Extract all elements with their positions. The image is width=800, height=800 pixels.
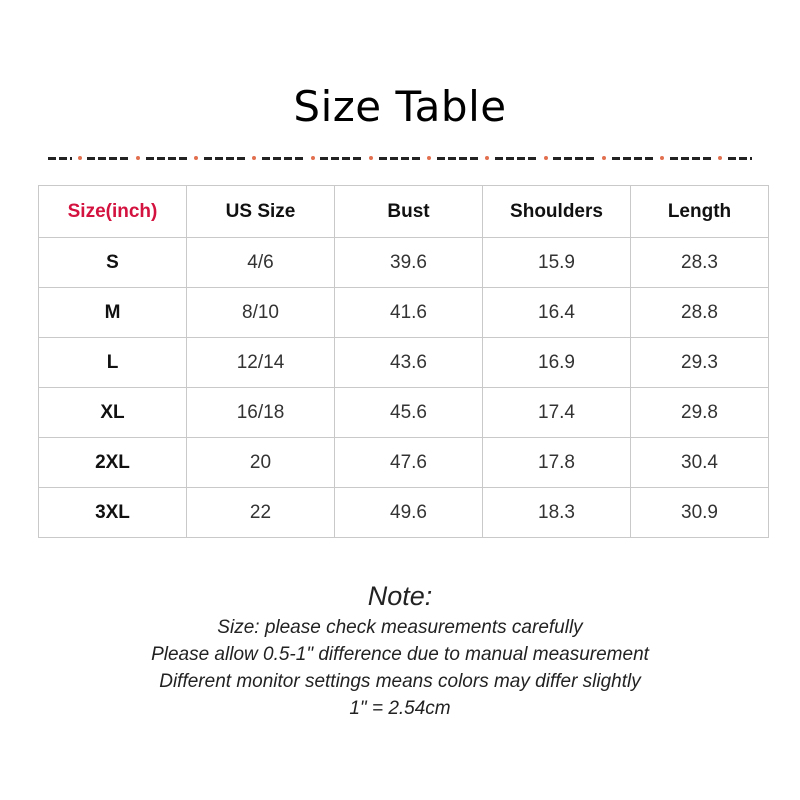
note-heading: Note: (367, 581, 433, 611)
table-row (39, 488, 769, 538)
shoulders-cell: 17.4 (483, 388, 631, 438)
table-row (39, 238, 769, 288)
bust-cell: 49.6 (335, 488, 483, 538)
note-line: Size: please check measurements carefully (217, 617, 583, 638)
shoulders-cell: 16.9 (483, 338, 631, 388)
us-size-cell: 4/6 (187, 238, 335, 288)
table-row (39, 438, 769, 488)
column-header-size: Size(inch) (39, 186, 187, 238)
table-row (39, 288, 769, 338)
us-size-cell: 16/18 (187, 388, 335, 438)
column-header-shoulders: Shoulders (483, 186, 631, 238)
bust-cell: 43.6 (335, 338, 483, 388)
shoulders-cell: 17.8 (483, 438, 631, 488)
size-cell: M (39, 288, 187, 338)
dashed-divider (48, 150, 752, 166)
table-header-row (39, 186, 769, 238)
size-cell: L (39, 338, 187, 388)
shoulders-cell: 15.9 (483, 238, 631, 288)
shoulders-cell: 18.3 (483, 488, 631, 538)
bust-cell: 47.6 (335, 438, 483, 488)
size-cell: S (39, 238, 187, 288)
note-line: Please allow 0.5-1" difference due to manual measurement (151, 644, 649, 665)
length-cell: 28.8 (631, 288, 769, 338)
page-title: Size Table (293, 82, 507, 131)
size-table (38, 185, 769, 538)
length-cell: 30.9 (631, 488, 769, 538)
table-row (39, 338, 769, 388)
length-cell: 28.3 (631, 238, 769, 288)
length-cell: 29.8 (631, 388, 769, 438)
note-section (0, 578, 800, 722)
size-cell: 3XL (39, 488, 187, 538)
bust-cell: 45.6 (335, 388, 483, 438)
column-header-us-size: US Size (187, 186, 335, 238)
shoulders-cell: 16.4 (483, 288, 631, 338)
us-size-cell: 12/14 (187, 338, 335, 388)
bust-cell: 39.6 (335, 238, 483, 288)
us-size-cell: 8/10 (187, 288, 335, 338)
size-cell: 2XL (39, 438, 187, 488)
size-cell: XL (39, 388, 187, 438)
table-row (39, 388, 769, 438)
us-size-cell: 20 (187, 438, 335, 488)
note-line: Different monitor settings means colors may differ slightly (159, 671, 641, 692)
length-cell: 29.3 (631, 338, 769, 388)
length-cell: 30.4 (631, 438, 769, 488)
bust-cell: 41.6 (335, 288, 483, 338)
column-header-length: Length (631, 186, 769, 238)
us-size-cell: 22 (187, 488, 335, 538)
note-line: 1" = 2.54cm (349, 698, 451, 719)
column-header-bust: Bust (335, 186, 483, 238)
